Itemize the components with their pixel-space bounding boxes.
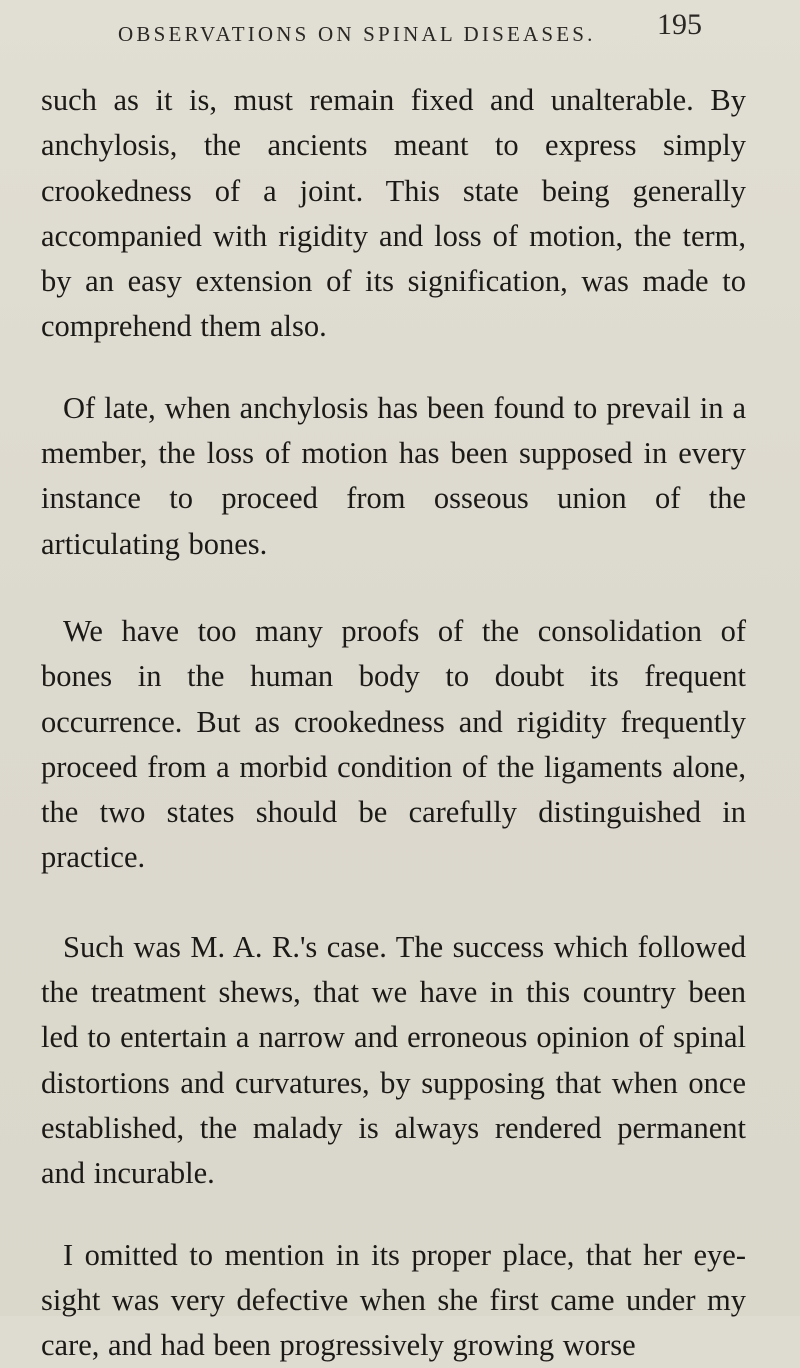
paragraph: Such was M. A. R.'s case. The success which followed the treatment shews, that we have in this country been led to entertain a narrow and erroneous opinion of spinal distortions and curvatures, by supposing that when once established, the malady is always rendered permanent and incurable. (41, 929, 746, 1191)
paragraph: We have too many proofs of the consolidation of bones in the human body to doubt its frequent occurrence. But as crookedness and rigidity frequently proceed from a morbid condition of the ligaments alone, the two states should be carefully distinguished in practice. (41, 613, 746, 875)
running-head: OBSERVATIONS ON SPINAL DISEASES. (118, 22, 596, 46)
body-text (41, 78, 746, 1368)
page-number: 195 (657, 8, 702, 41)
paragraph: I omitted to mention in its proper place, that her eye-sight was very defective when she first came under my care, and had been progressively growing worse (41, 1237, 746, 1363)
paragraph-continuation: such as it is, must remain fixed and unalterable. By anchylosis, the ancients meant to express simply crookedness of a joint. This state being generally accompanied with rigidity and loss of motion, the term, by an easy extension of its signification, was made to comprehend them also. (41, 83, 746, 344)
paragraph: Of late, when anchylosis has been found to prevail in a member, the loss of motion has been supposed in every instance to proceed from osseous union of the articulating bones. (41, 390, 746, 561)
